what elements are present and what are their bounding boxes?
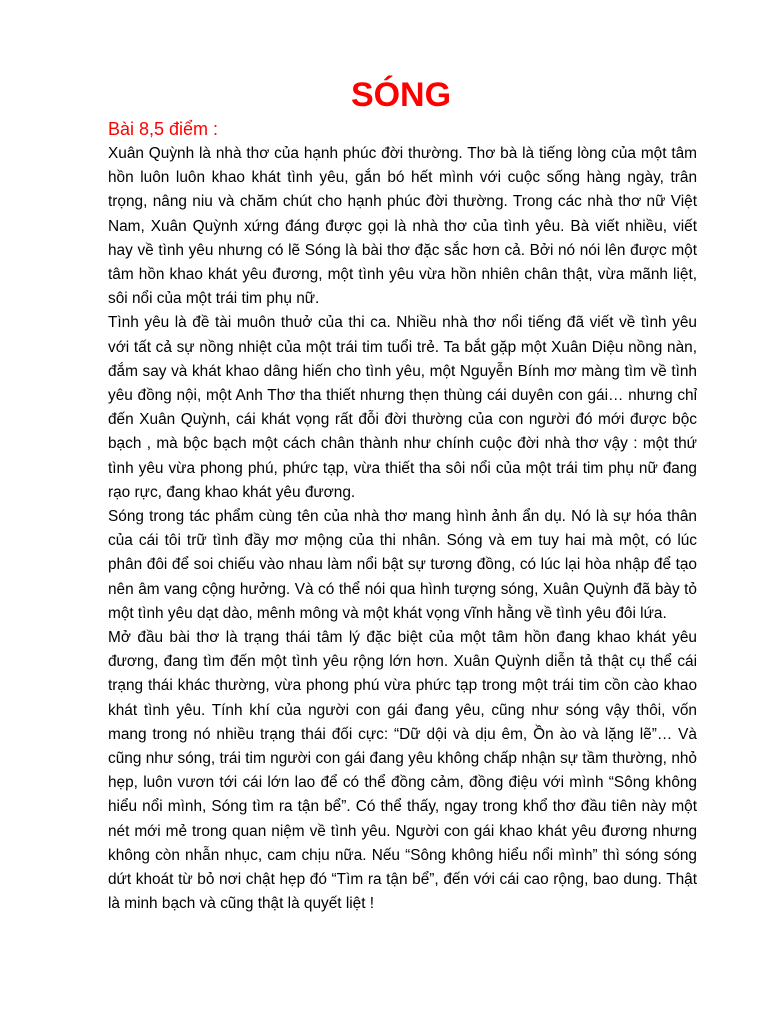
document-title: SÓNG xyxy=(350,76,452,114)
document-subtitle: Bài 8,5 điểm : xyxy=(108,119,219,139)
paragraph: Tình yêu là đề tài muôn thuở của thi ca. Nhiều nhà thơ nổi tiếng đã viết về tình yêu với tất cả sự nồng nhiệt của một trái tim tuổi trẻ. Ta bắt gặp một Xuân Diệu nồng nàn, đắm say và khát khao dâng hiến cho tình yêu, một Nguyễn Bính mơ màng tìm về tình yêu đồng nội, một Anh Thơ tha thiết nhưng thẹn thùng cái duyên con gái… nhưng chỉ đến Xuân Quỳnh, cái khát vọng rất đỗi đời thường của con người đó mới được bộc bạch , mà bộc bạch một cách chân thành như chính cuộc đời nhà thơ vậy : một thứ tình yêu vừa phong phú, phức tạp, vừa thiết tha sôi nổi của một trái tim phụ nữ đang rạo rực, đang khao khát yêu đương. xyxy=(108,314,697,501)
paragraph: Mở đầu bài thơ là trạng thái tâm lý đặc biệt của một tâm hồn đang khao khát yêu đương, đang tìm đến một tình yêu rộng lớn hơn. Xuân Quỳnh diễn tả thật cụ thể cái trạng thái khác thường, vừa phong phú vừa phức tạp trong một trái tim cồn cào khao khát tình yêu. Tính khí của người con gái đang yêu, cũng như sóng vậy thôi, vốn mang trong nó nhiều trạng thái đối cực: “Dữ dội và dịu êm, Ồn ào và lặng lẽ”… Và cũng như sóng, trái tim người con gái đang yêu không chấp nhận sự tầm thường, nhỏ hẹp, luôn vươn tới cái lớn lao để có thể đồng cảm, đồng điệu với mình “Sông không hiểu nổi mình, Sóng tìm ra tận bể”. Có thể thấy, ngay trong khổ thơ đầu tiên này một nét mới mẻ trong quan niệm về tình yêu. Người con gái khao khát yêu đương nhưng không còn nhẫn nhục, cam chịu nữa. Nếu “Sông không hiểu nổi mình” thì sóng sóng dứt khoát từ bỏ nơi chật hẹp đó “Tìm ra tận bể”, đến với cái cao rộng, bao dung. Thật là minh bạch và cũng thật là quyết liệt ! xyxy=(108,629,697,913)
paragraph: Xuân Quỳnh là nhà thơ của hạnh phúc đời thường. Thơ bà là tiếng lòng của một tâm hồn luôn luôn khao khát tình yêu, gắn bó hết mình với cuộc sống hàng ngày, trân trọng, nâng niu và chăm chút cho hạnh phúc đời thường. Trong các nhà thơ nữ Việt Nam, Xuân Quỳnh xứng đáng được gọi là nhà thơ của tình yêu. Bà viết nhiều, viết hay về tình yêu nhưng có lẽ Sóng là bài thơ đặc sắc hơn cả. Bởi nó nói lên được một tâm hồn khao khát yêu đương, một tình yêu vừa hồn nhiên chân thật, vừa mãnh liệt, sôi nổi của một trái tim phụ nữ. xyxy=(108,145,697,308)
paragraph: Sóng trong tác phẩm cùng tên của nhà thơ mang hình ảnh ẩn dụ. Nó là sự hóa thân của cái tôi trữ tình đầy mơ mộng của thi nhân. Sóng và em tuy hai mà một, có lúc phân đôi để soi chiếu vào nhau làm nổi bật sự tương đồng, có lúc lại hòa nhập để tạo nên âm vang cộng hưởng. Và có thể nói qua hình tượng sóng, Xuân Quỳnh đã bày tỏ một tình yêu dạt dào, mênh mông và một khát vọng vĩnh hằng về tình yêu đôi lứa. xyxy=(108,508,697,622)
document-body xyxy=(108,142,697,917)
